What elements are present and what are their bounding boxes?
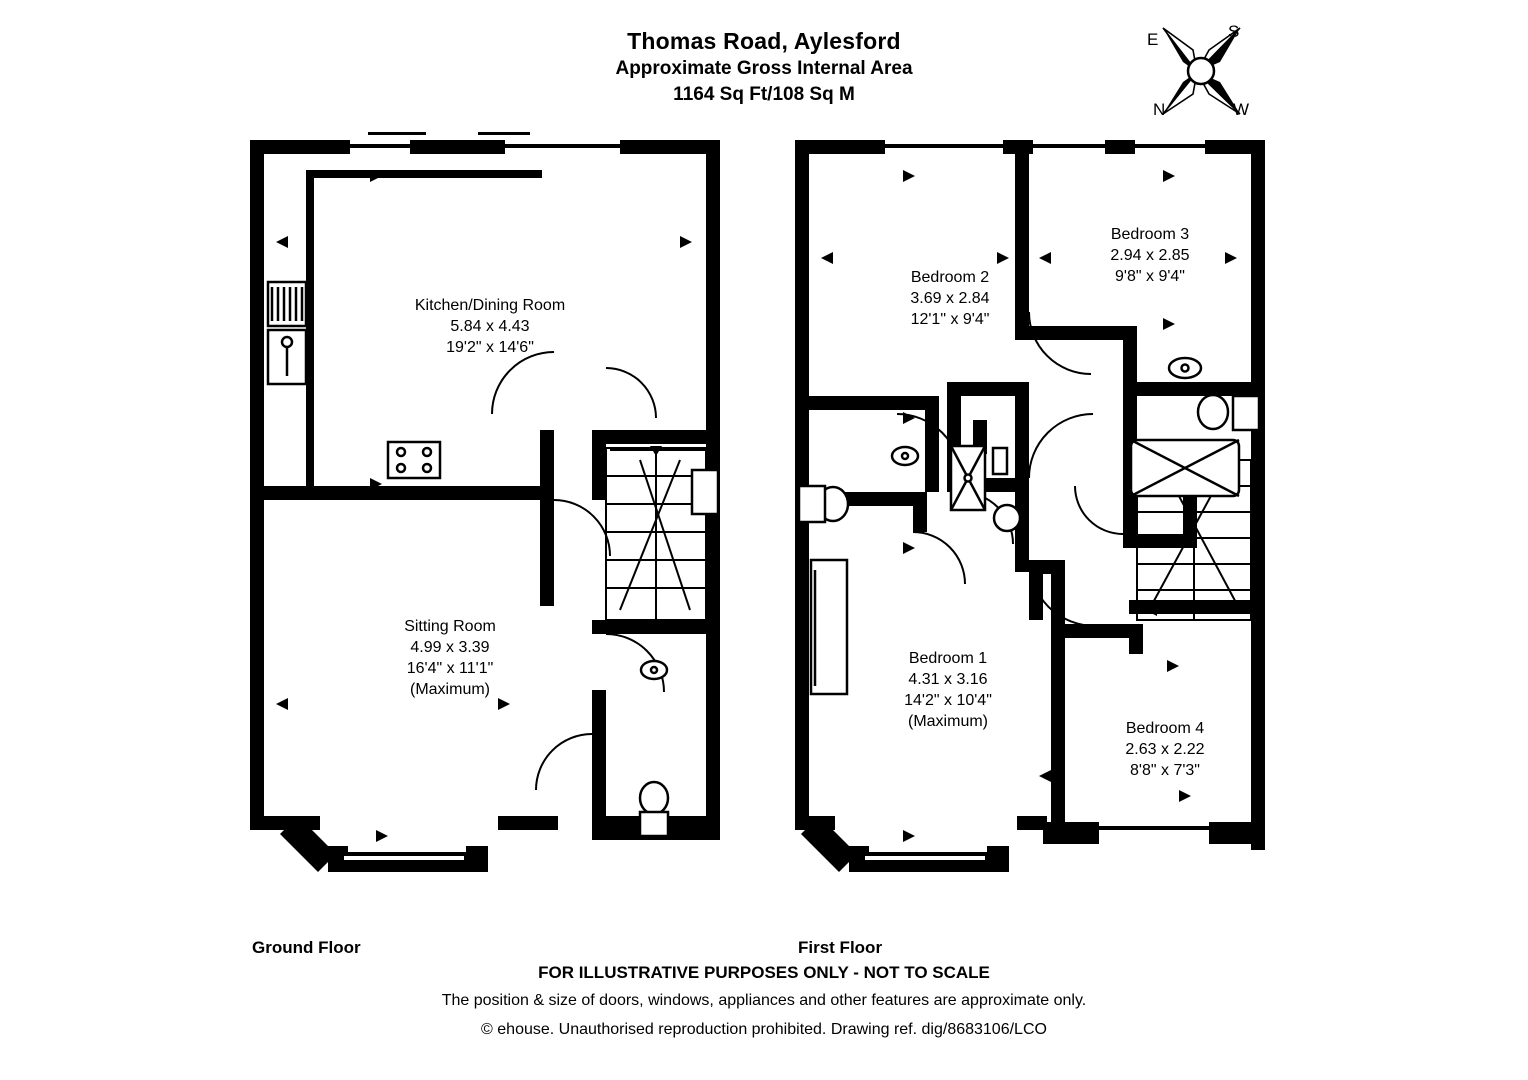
compass-rose — [1135, 14, 1275, 129]
page-subtitle-area: Approximate Gross Internal Area — [615, 58, 913, 79]
first-floor-label: First Floor — [798, 938, 883, 957]
room-label-bedroom3: Bedroom 3 2.94 x 2.85 9'8" x 9'4" — [1110, 226, 1190, 285]
room-label-bedroom4: Bedroom 4 2.63 x 2.22 8'8" x 7'3" — [1125, 720, 1205, 779]
page-title: Thomas Road, Aylesford — [627, 28, 901, 54]
room-label-sitting: Sitting Room 4.99 x 3.39 16'4" x 11'1" (Maximum) — [404, 618, 496, 698]
footer-copyright: © ehouse. Unauthorised reproduction prohibited. Drawing ref. dig/8683106/LCO — [481, 1021, 1047, 1038]
ground-floor-plan — [240, 130, 750, 890]
room-label-kitchen: Kitchen/Dining Room 5.84 x 4.43 19'2" x 14'6" — [414, 297, 566, 356]
room-label-bedroom2: Bedroom 2 3.69 x 2.84 12'1" x 9'4" — [910, 269, 990, 328]
compass-west-label: W — [1233, 100, 1250, 119]
compass-south-label: S — [1228, 22, 1240, 41]
footer-disclaimer-line2: The position & size of doors, windows, appliances and other features are approximate only. — [441, 992, 1087, 1009]
compass-east-label: E — [1147, 30, 1159, 49]
room-label-bedroom1: Bedroom 1 4.31 x 3.16 14'2" x 10'4" (Maximum) — [904, 650, 992, 730]
footer-disclaimer-line1: FOR ILLUSTRATIVE PURPOSES ONLY - NOT TO SCALE — [538, 963, 990, 982]
ground-floor-label: Ground Floor — [252, 938, 361, 957]
first-floor-plan — [785, 130, 1285, 890]
page-subtitle-size: 1164 Sq Ft/108 Sq M — [673, 84, 855, 105]
compass-north-label: N — [1153, 100, 1166, 119]
